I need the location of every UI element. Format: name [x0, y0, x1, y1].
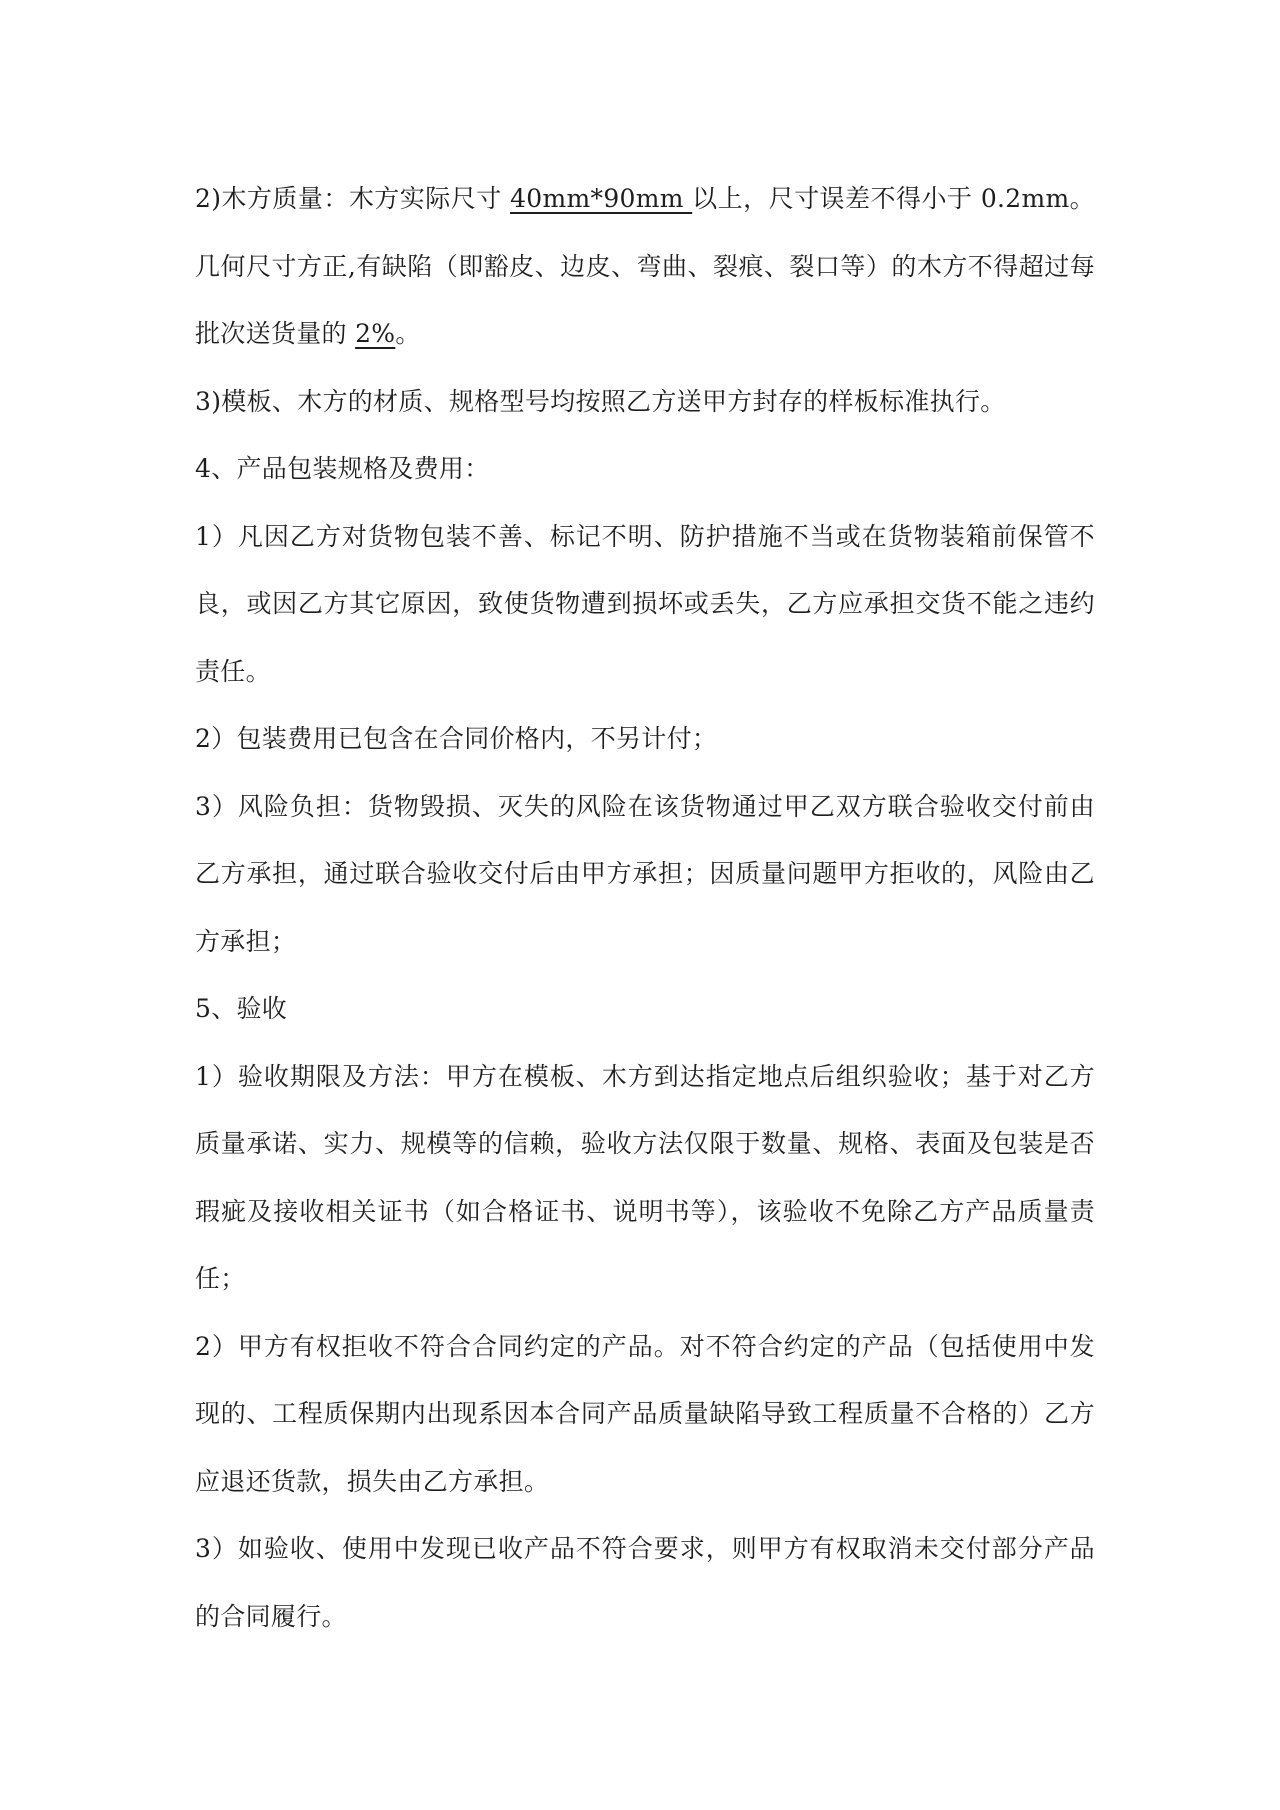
paragraph-packaging-liability	[195, 503, 1095, 706]
text-segment: 3)模板、木方的材质、规格型号均按照乙方送甲方封存的样板标准执行。	[195, 386, 1006, 416]
text-segment: 2）包装费用已包含在合同价格内，不另计付；	[195, 724, 718, 753]
text-segment: 。	[395, 319, 421, 348]
text-segment: 3）如验收、使用中发现已收产品不符合要求，则甲方有权取消未交付部分产品的合同履行。	[195, 1534, 1095, 1631]
paragraph-cancellation	[195, 1515, 1095, 1650]
text-segment: 1）验收期限及方法：甲方在模板、木方到达指定地点后组织验收；基于对乙方质量承诺、实力、规模等的信赖，验收方法仅限于数量、规格、表面及包装是否瑕疵及接收相关证书（如合格证书、说明书等），该验收不免除乙方产品质量责任；	[195, 1061, 1095, 1293]
text-segment: 5、验收	[195, 994, 288, 1023]
text-segment: 2）甲方有权拒收不符合合同约定的产品。对不符合约定的产品（包括使用中发现的、工程质保期内出现系因本合同产品质量缺陷导致工程质量不合格的）乙方应退还货款，损失由乙方承担。	[195, 1331, 1095, 1496]
text-segment: 3）风险负担：货物毁损、灭失的风险在该货物通过甲乙双方联合验收交付前由乙方承担，通过联合验收交付后由甲方承担；因质量问题甲方拒收的，风险由乙方承担；	[195, 791, 1095, 956]
section-heading-acceptance	[195, 975, 1095, 1043]
text-segment: 4、产品包装规格及费用：	[195, 454, 490, 483]
document-page	[195, 165, 1095, 1650]
underlined-percentage: 2%	[355, 319, 396, 348]
text-segment: 1）凡因乙方对货物包装不善、标记不明、防护措施不当或在货物装箱前保管不良，或因乙方其它原因，致使货物遭到损坏或丢失，乙方应承担交货不能之违约责任。	[195, 521, 1095, 686]
paragraph-wood-quality	[195, 165, 1095, 368]
section-heading-packaging	[195, 435, 1095, 503]
paragraph-risk-bearing	[195, 773, 1095, 976]
underlined-dimension: 40mm*90mm	[510, 184, 693, 213]
paragraph-material-standard	[195, 368, 1095, 436]
text-segment: 以上，尺寸误差不得小于 0.2mm。几何尺寸方正,有缺陷（即豁皮、边皮、弯曲、裂痕、裂口等）的木方不得超过每批次送货量的	[195, 184, 1095, 348]
paragraph-rejection-right	[195, 1313, 1095, 1516]
paragraph-acceptance-method	[195, 1043, 1095, 1313]
paragraph-packaging-cost	[195, 705, 1095, 773]
text-segment: 2)木方质量：木方实际尺寸	[195, 184, 511, 213]
